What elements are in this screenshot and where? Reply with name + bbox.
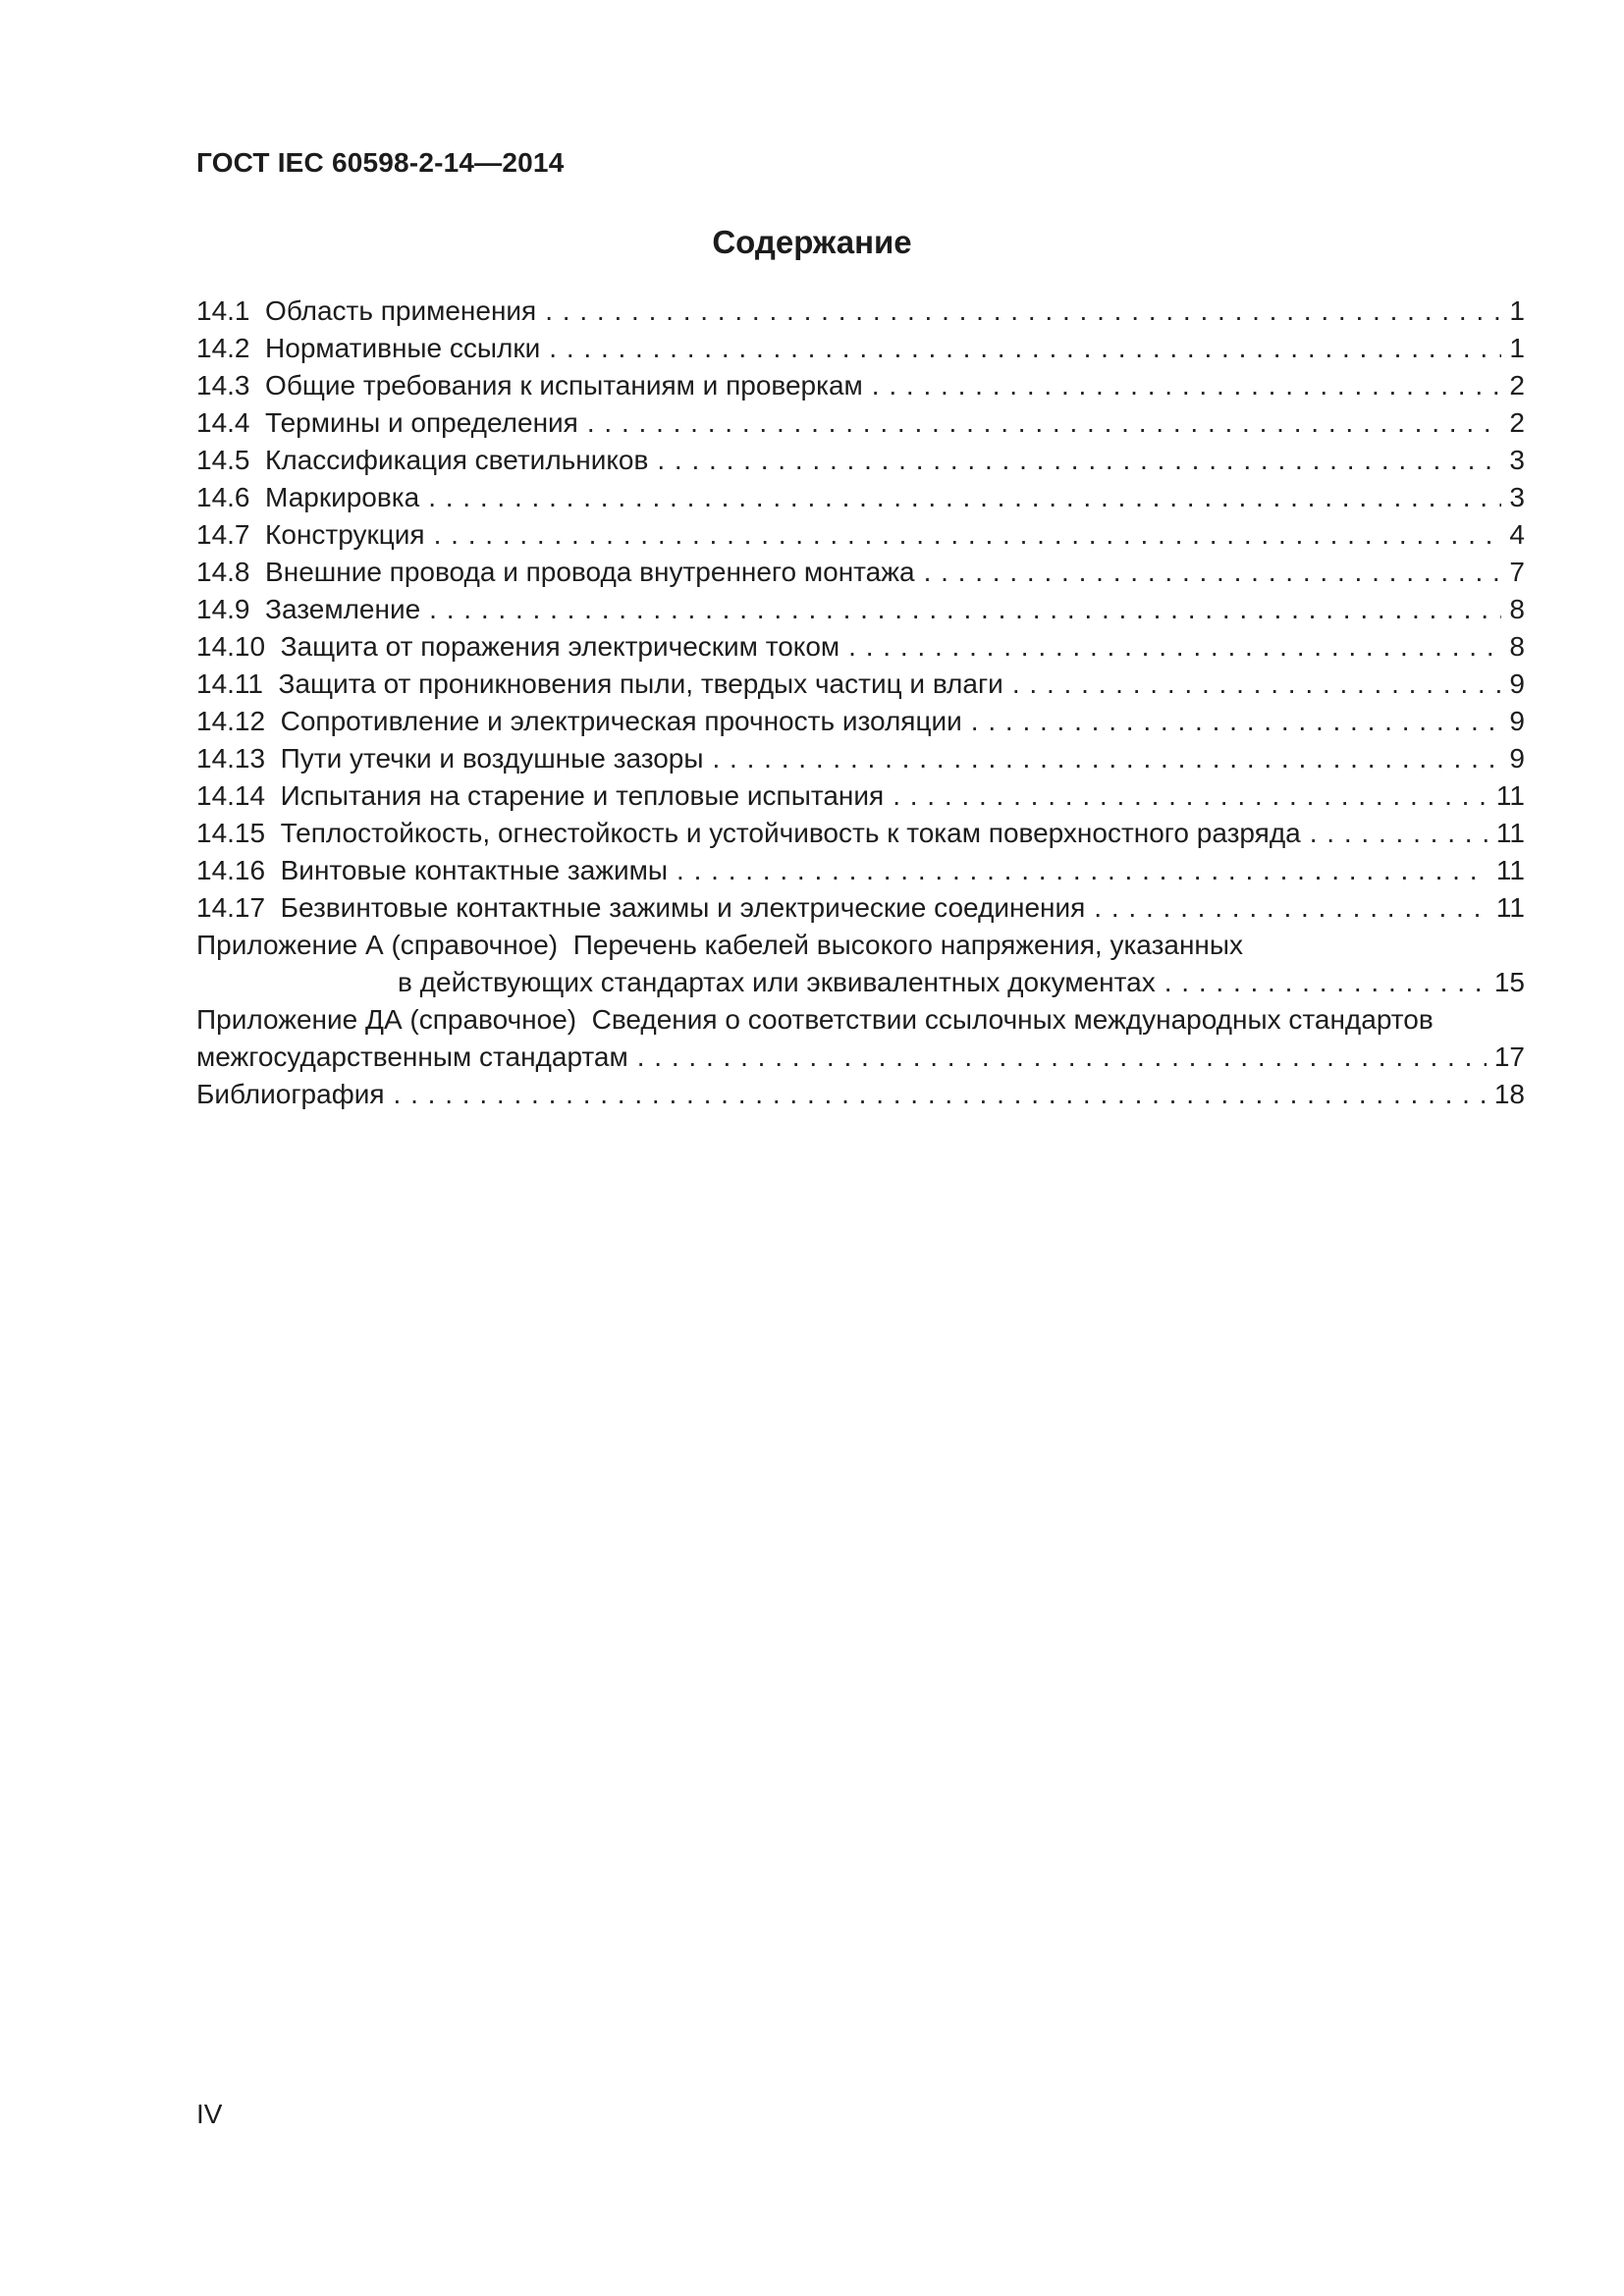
toc-row [196, 777, 1525, 815]
toc-leader-dots [1310, 815, 1489, 852]
toc-entry-label: 14.13 Пути утечки и воздушные зазоры [196, 743, 704, 774]
toc-leader-dots [587, 404, 1502, 442]
toc-page-number: 7 [1509, 557, 1525, 587]
toc-page-number: 8 [1509, 594, 1525, 624]
toc-page-number: 4 [1509, 519, 1525, 550]
toc-page-number: 3 [1509, 445, 1525, 475]
toc-list [196, 293, 1525, 1113]
toc-leader-dots [848, 628, 1501, 666]
toc-entry-label: 14.6 Маркировка [196, 482, 420, 512]
toc-row [196, 628, 1525, 666]
toc-page-number: 1 [1509, 333, 1525, 363]
toc-entry-label: 14.12 Сопротивление и электрическая прочность изоляции [196, 706, 962, 736]
toc-leader-dots [893, 777, 1489, 815]
toc-leader-dots [394, 1076, 1487, 1113]
toc-entry-label: 14.8 Внешние провода и провода внутреннего монтажа [196, 557, 915, 587]
toc-leader-dots [637, 1039, 1487, 1076]
toc-entry-label: 14.17 Безвинтовые контактные зажимы и электрические соединения [196, 892, 1086, 923]
toc-leader-dots [872, 367, 1502, 404]
toc-leader-dots [971, 703, 1502, 740]
toc-entry-label: 14.2 Нормативные ссылки [196, 333, 541, 363]
toc-entry-label: 14.4 Термины и определения [196, 407, 578, 438]
toc-leader-dots [429, 591, 1501, 628]
toc-page-number: 11 [1495, 855, 1525, 885]
toc-entry-label: 14.1 Область применения [196, 295, 537, 326]
toc-entry-label: 14.9 Заземление [196, 594, 421, 624]
toc-page-number: 9 [1509, 668, 1525, 699]
toc-entry-label: 14.14 Испытания на старение и тепловые испытания [196, 780, 885, 811]
toc-entry-label: Приложение А (справочное) Перечень кабелей высокого напряжения, указанных [196, 930, 1244, 960]
toc-row [196, 666, 1525, 703]
toc-entry-label: 14.11 Защита от проникновения пыли, твердых частиц и влаги [196, 668, 1003, 699]
toc-entry-label: 14.10 Защита от поражения электрическим током [196, 631, 840, 662]
toc-page-number: 2 [1509, 407, 1525, 438]
toc-page-number: 9 [1509, 706, 1525, 736]
toc-row [196, 516, 1525, 554]
toc-leader-dots [428, 479, 1501, 516]
toc-entry-label: межгосударственным стандартам [196, 1041, 628, 1072]
toc-entry-label: 14.3 Общие требования к испытаниям и проверкам [196, 370, 863, 400]
toc-row [196, 293, 1525, 330]
toc-row [196, 367, 1525, 404]
toc-row [196, 442, 1525, 479]
page-footer-number: IV [196, 2099, 223, 2129]
toc-page-number: 18 [1493, 1079, 1525, 1109]
toc-row [196, 404, 1525, 442]
toc-leader-dots [434, 516, 1502, 554]
toc-page-number: 15 [1493, 967, 1525, 997]
toc-row [196, 703, 1525, 740]
toc-leader-dots [1164, 964, 1487, 1001]
toc-leader-dots [549, 330, 1501, 367]
toc-page-number: 17 [1493, 1041, 1525, 1072]
toc-page-number: 3 [1509, 482, 1525, 512]
toc-page-number: 1 [1509, 295, 1525, 326]
toc-leader-dots [1012, 666, 1502, 703]
toc-page-number: 11 [1495, 818, 1525, 848]
page-title: Содержание [712, 224, 912, 260]
toc-row [196, 1039, 1525, 1076]
toc-row [196, 740, 1525, 777]
toc-entry-label: Приложение ДА (справочное) Сведения о соответствии ссылочных международных стандартов [196, 1004, 1434, 1035]
toc-leader-dots [1094, 889, 1489, 927]
toc-entry-label: 14.7 Конструкция [196, 519, 425, 550]
toc-row [196, 479, 1525, 516]
toc-page-number: 9 [1509, 743, 1525, 774]
toc-row [196, 815, 1525, 852]
toc-row [196, 1001, 1525, 1039]
toc-row [196, 554, 1525, 591]
toc-leader-dots [657, 442, 1501, 479]
toc-leader-dots [713, 740, 1502, 777]
toc-page-number: 2 [1509, 370, 1525, 400]
toc-leader-dots [545, 293, 1501, 330]
toc-row [196, 1076, 1525, 1113]
toc-row [196, 889, 1525, 927]
toc-page-number: 8 [1509, 631, 1525, 662]
doc-number: ГОСТ IEC 60598-2-14—2014 [196, 147, 565, 178]
toc-leader-dots [677, 852, 1489, 889]
toc-row [196, 927, 1525, 964]
toc-entry-label: 14.16 Винтовые контактные зажимы [196, 855, 669, 885]
toc-page-number: 11 [1495, 780, 1525, 811]
toc-entry-label: Библиография [196, 1079, 385, 1109]
toc-row [196, 964, 1525, 1001]
toc-leader-dots [924, 554, 1502, 591]
toc-entry-label: в действующих стандартах или эквивалентных документах [398, 967, 1156, 997]
toc-row [196, 852, 1525, 889]
toc-row [196, 591, 1525, 628]
toc-entry-label: 14.15 Теплостойкость, огнестойкость и устойчивость к токам поверхностного разряда [196, 818, 1301, 848]
toc-page-number: 11 [1495, 892, 1525, 923]
toc-entry-label: 14.5 Классификация светильников [196, 445, 649, 475]
toc-row [196, 330, 1525, 367]
